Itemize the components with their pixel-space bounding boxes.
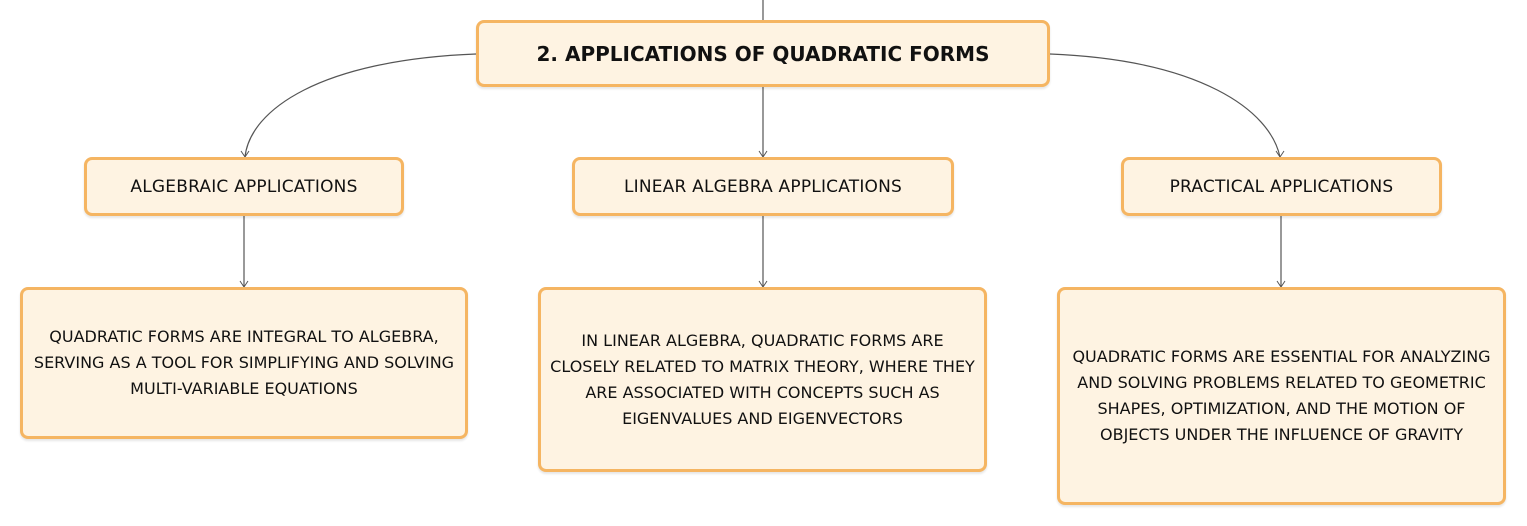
branch-label: PRACTICAL APPLICATIONS (1169, 176, 1394, 197)
connector-root-to-algebraic (245, 54, 476, 157)
detail-line: QUADRATIC FORMS ARE ESSENTIAL FOR ANALYZING (1072, 347, 1491, 366)
detail-node-algebraic[interactable] (20, 287, 468, 439)
detail-node-practical[interactable] (1057, 287, 1506, 505)
branch-label: LINEAR ALGEBRA APPLICATIONS (623, 176, 903, 197)
detail-line: AND SOLVING PROBLEMS RELATED TO GEOMETRIC (1077, 373, 1486, 392)
detail-line: SHAPES, OPTIMIZATION, AND THE MOTION OF (1097, 399, 1466, 418)
branch-node-algebraic[interactable] (84, 157, 404, 216)
detail-text (34, 324, 454, 402)
detail-line: MULTI-VARIABLE EQUATIONS (130, 379, 358, 398)
detail-line: ARE ASSOCIATED WITH CONCEPTS SUCH AS (585, 382, 940, 402)
detail-text (1072, 344, 1490, 448)
branch-node-practical[interactable] (1121, 157, 1442, 216)
detail-node-linear-algebra[interactable] (538, 287, 987, 472)
root-title: 2. APPLICATIONS OF QUADRATIC FORMS (536, 41, 990, 66)
detail-line: IN LINEAR ALGEBRA, QUADRATIC FORMS ARE (581, 330, 944, 350)
branch-label: ALGEBRAIC APPLICATIONS (130, 176, 358, 197)
connector-root-to-practical (1050, 54, 1280, 157)
detail-text (550, 328, 975, 432)
detail-line: CLOSELY RELATED TO MATRIX THEORY, WHERE THEY (550, 356, 975, 376)
branch-node-linear-algebra[interactable] (572, 157, 954, 216)
detail-line: SERVING AS A TOOL FOR SIMPLIFYING AND SOLVING (33, 353, 455, 372)
detail-line: EIGENVALUES AND EIGENVECTORS (622, 408, 903, 428)
detail-line: OBJECTS UNDER THE INFLUENCE OF GRAVITY (1100, 425, 1463, 444)
root-node[interactable] (476, 20, 1050, 87)
detail-line: QUADRATIC FORMS ARE INTEGRAL TO ALGEBRA, (49, 327, 439, 346)
